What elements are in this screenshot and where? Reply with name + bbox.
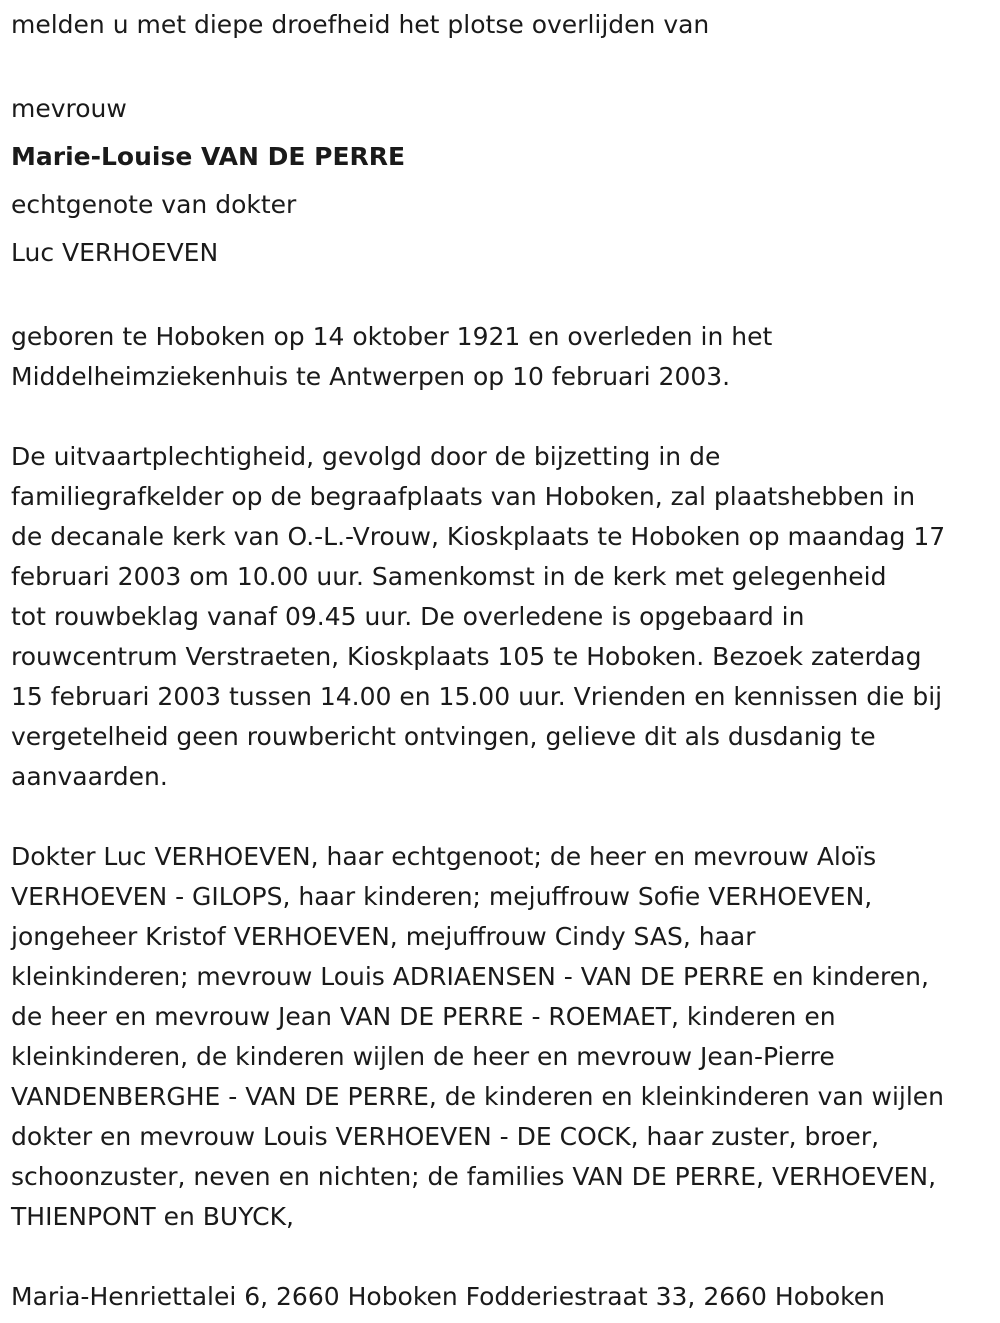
- paragraph-line: Middelheimziekenhuis te Antwerpen op 10 februari 2003.: [11, 362, 731, 391]
- paragraph-line: rouwcentrum Verstraeten, Kioskplaats 105 te Hoboken. Bezoek zaterdag: [11, 642, 922, 671]
- birth-death-paragraph: [11, 317, 996, 397]
- paragraph-line: februari 2003 om 10.00 uur. Samenkomst in de kerk met gelegenheid: [11, 562, 887, 591]
- family-paragraph: [11, 837, 996, 1237]
- paragraph-line: VERHOEVEN - GILOPS, haar kinderen; mejuffrouw Sofie VERHOEVEN,: [11, 882, 873, 911]
- paragraph-line: VANDENBERGHE - VAN DE PERRE, de kinderen en kleinkinderen van wijlen: [11, 1082, 945, 1111]
- paragraph-line: aanvaarden.: [11, 762, 168, 791]
- paragraph-line: schoonzuster, neven en nichten; de families VAN DE PERRE, VERHOEVEN,: [11, 1162, 937, 1191]
- title-line: mevrouw: [11, 94, 127, 123]
- paragraph-line: De uitvaartplechtigheid, gevolgd door de bijzetting in de: [11, 442, 721, 471]
- paragraph-line: geboren te Hoboken op 14 oktober 1921 en overleden in het: [11, 322, 773, 351]
- paragraph-line: vergetelheid geen rouwbericht ontvingen, gelieve dit als dusdanig te: [11, 722, 876, 751]
- intro-text: [11, 5, 996, 45]
- deceased-block: [11, 85, 996, 277]
- paragraph-line: 15 februari 2003 tussen 14.00 en 15.00 uur. Vrienden en kennissen die bij: [11, 682, 943, 711]
- addresses-line: Maria-Henriettalei 6, 2660 Hoboken Fodderiestraat 33, 2660 Hoboken: [11, 1282, 885, 1311]
- paragraph-line: THIENPONT en BUYCK,: [11, 1202, 294, 1231]
- paragraph-line: kleinkinderen; mevrouw Louis ADRIAENSEN - VAN DE PERRE en kinderen,: [11, 962, 929, 991]
- paragraph-line: de heer en mevrouw Jean VAN DE PERRE - ROEMAET, kinderen en: [11, 1002, 836, 1031]
- paragraph-line: de decanale kerk van O.-L.-Vrouw, Kioskplaats te Hoboken op maandag 17: [11, 522, 946, 551]
- paragraph-line: Dokter Luc VERHOEVEN, haar echtgenoot; de heer en mevrouw Aloïs: [11, 842, 877, 871]
- paragraph-line: dokter en mevrouw Louis VERHOEVEN - DE COCK, haar zuster, broer,: [11, 1122, 880, 1151]
- ceremony-paragraph: [11, 437, 996, 797]
- paragraph-line: tot rouwbeklag vanaf 09.45 uur. De overledene is opgebaard in: [11, 602, 805, 631]
- deceased-name: Marie-Louise VAN DE PERRE: [11, 142, 406, 171]
- addresses-paragraph: [11, 1277, 996, 1317]
- spouse-name: Luc VERHOEVEN: [11, 238, 219, 267]
- paragraph-line: kleinkinderen, de kinderen wijlen de heer en mevrouw Jean-Pierre: [11, 1042, 835, 1071]
- intro-line: melden u met diepe droefheid het plotse overlijden van: [11, 10, 710, 39]
- paragraph-line: jongeheer Kristof VERHOEVEN, mejuffrouw Cindy SAS, haar: [11, 922, 756, 951]
- paragraph-line: familiegrafkelder op de begraafplaats van Hoboken, zal plaatshebben in: [11, 482, 916, 511]
- spouse-role: echtgenote van dokter: [11, 190, 297, 219]
